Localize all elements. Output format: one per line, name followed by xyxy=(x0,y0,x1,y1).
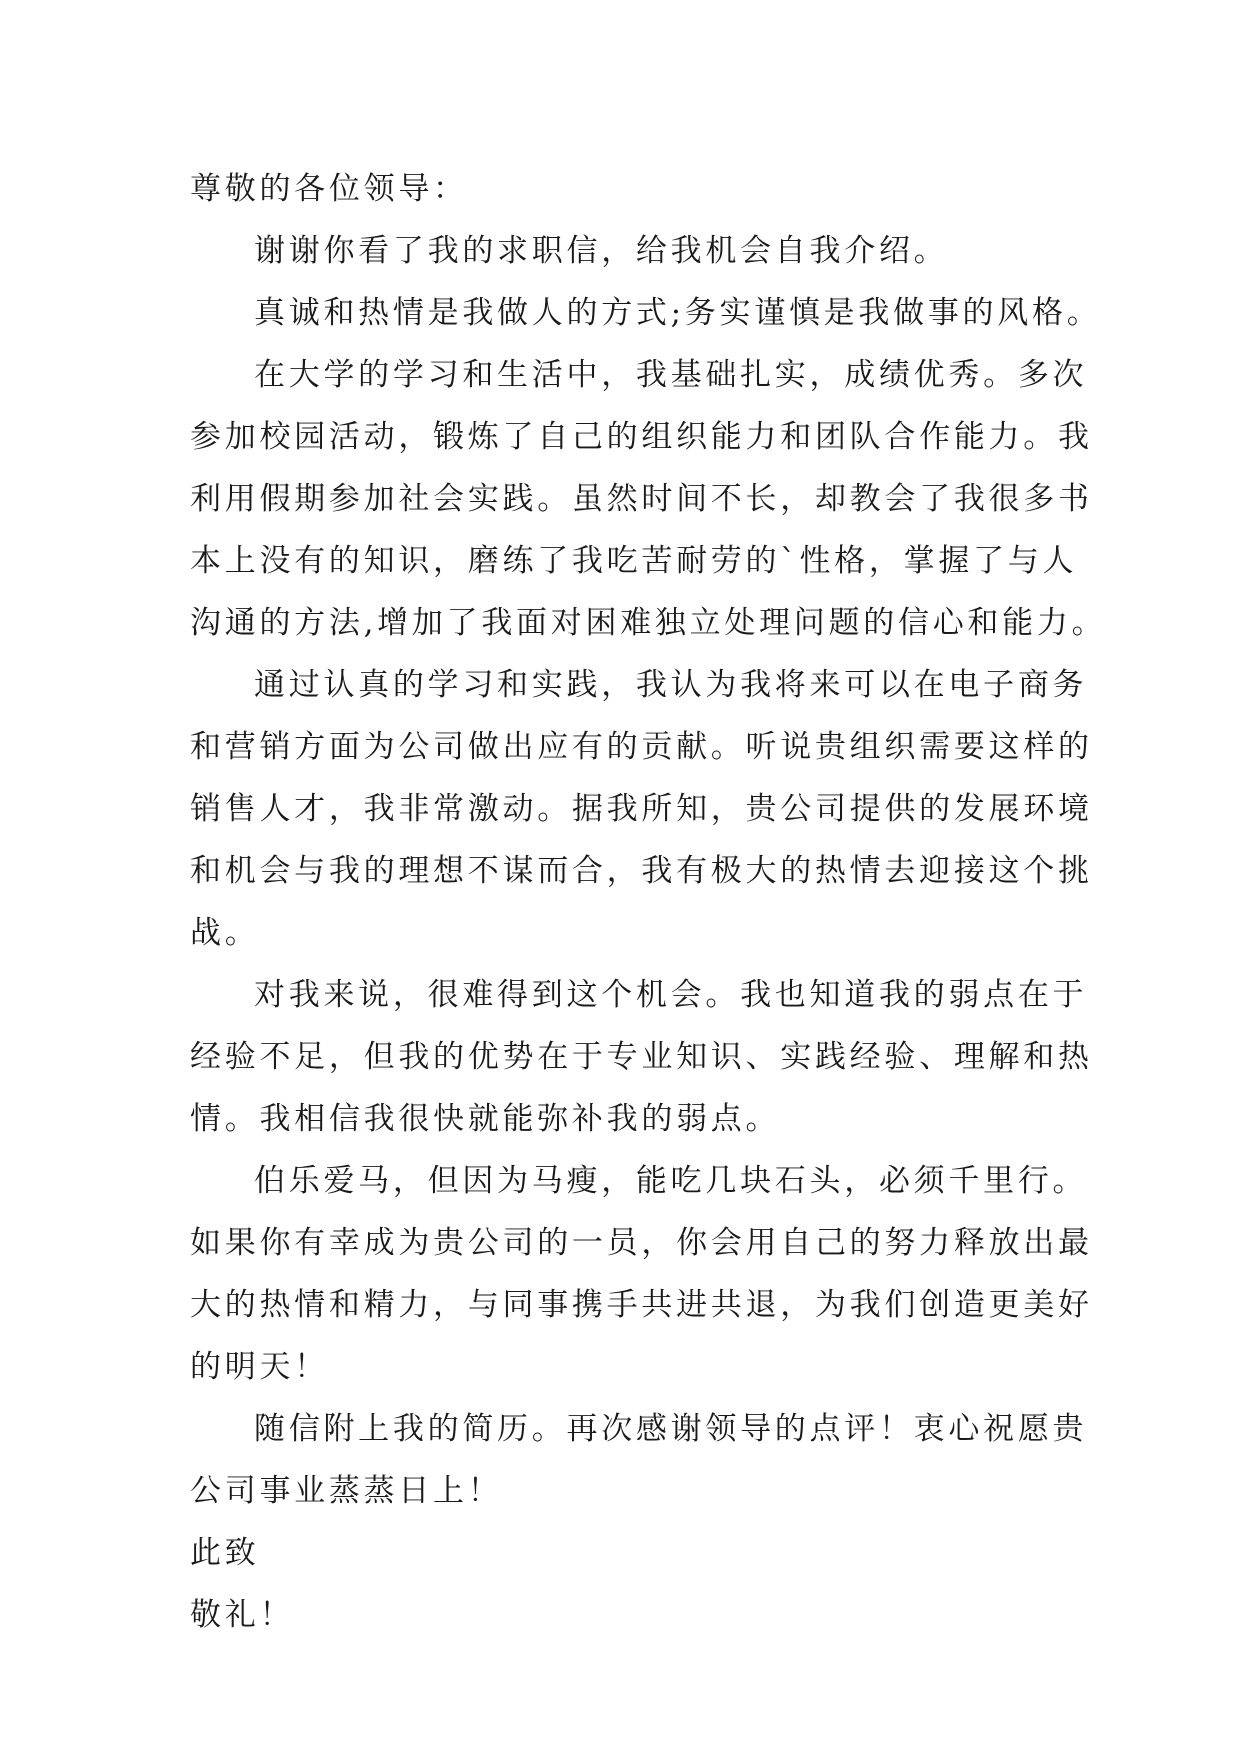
paragraph-5-line-3: 情。我相信我很快就能弥补我的弱点。 xyxy=(190,1101,781,1137)
paragraph-6-line-4: 的明天！ xyxy=(190,1349,329,1385)
paragraph-6-line-1: 伯乐爱马，但因为马瘦，能吃几块石头，必须千里行。 xyxy=(254,1163,1088,1199)
paragraph-5-line-2: 经验不足，但我的优势在于专业知识、实践经验、理解和热 xyxy=(190,1039,1093,1075)
paragraph-7-line-2: 公司事业蒸蒸日上！ xyxy=(190,1473,503,1509)
paragraph-4-line-5: 战。 xyxy=(190,915,260,951)
paragraph-6-line-3: 大的热情和精力，与同事携手共进共退，为我们创造更美好 xyxy=(190,1287,1093,1323)
paragraph-3-line-4: 本上没有的知识，磨练了我吃苦耐劳的`性格，掌握了与人 xyxy=(190,543,1078,579)
paragraph-4-line-2: 和营销方面为公司做出应有的贡献。听说贵组织需要这样的 xyxy=(190,729,1093,765)
paragraph-4-line-3: 销售人才，我非常激动。据我所知，贵公司提供的发展环境 xyxy=(190,791,1093,827)
paragraph-2-line-1: 真诚和热情是我做人的方式;务实谨慎是我做事的风格。 xyxy=(254,295,1102,331)
paragraph-3-line-5: 沟通的方法,增加了我面对困难独立处理问题的信心和能力。 xyxy=(190,605,1107,641)
paragraph-5-line-1: 对我来说，很难得到这个机会。我也知道我的弱点在于 xyxy=(254,977,1088,1013)
paragraph-3-line-1: 在大学的学习和生活中，我基础扎实，成绩优秀。多次 xyxy=(254,357,1088,393)
paragraph-4-line-1: 通过认真的学习和实践，我认为我将来可以在电子商务 xyxy=(254,667,1088,703)
paragraph-6-line-2: 如果你有幸成为贵公司的一员，你会用自己的努力释放出最 xyxy=(190,1225,1093,1261)
closing-line-1: 此致 xyxy=(190,1535,260,1571)
closing-line-2: 敬礼！ xyxy=(190,1597,295,1633)
salutation: 尊敬的各位领导： xyxy=(190,171,468,207)
paragraph-4-line-4: 和机会与我的理想不谋而合，我有极大的热情去迎接这个挑 xyxy=(190,853,1093,889)
paragraph-3-line-2: 参加校园活动，锻炼了自己的组织能力和团队合作能力。我 xyxy=(190,419,1093,455)
paragraph-3-line-3: 利用假期参加社会实践。虽然时间不长，却教会了我很多书 xyxy=(190,481,1093,517)
paragraph-1-line-1: 谢谢你看了我的求职信，给我机会自我介绍。 xyxy=(254,233,949,269)
cover-letter xyxy=(190,158,1107,1646)
paragraph-7-line-1: 随信附上我的简历。再次感谢领导的点评！衷心祝愿贵 xyxy=(254,1411,1088,1447)
